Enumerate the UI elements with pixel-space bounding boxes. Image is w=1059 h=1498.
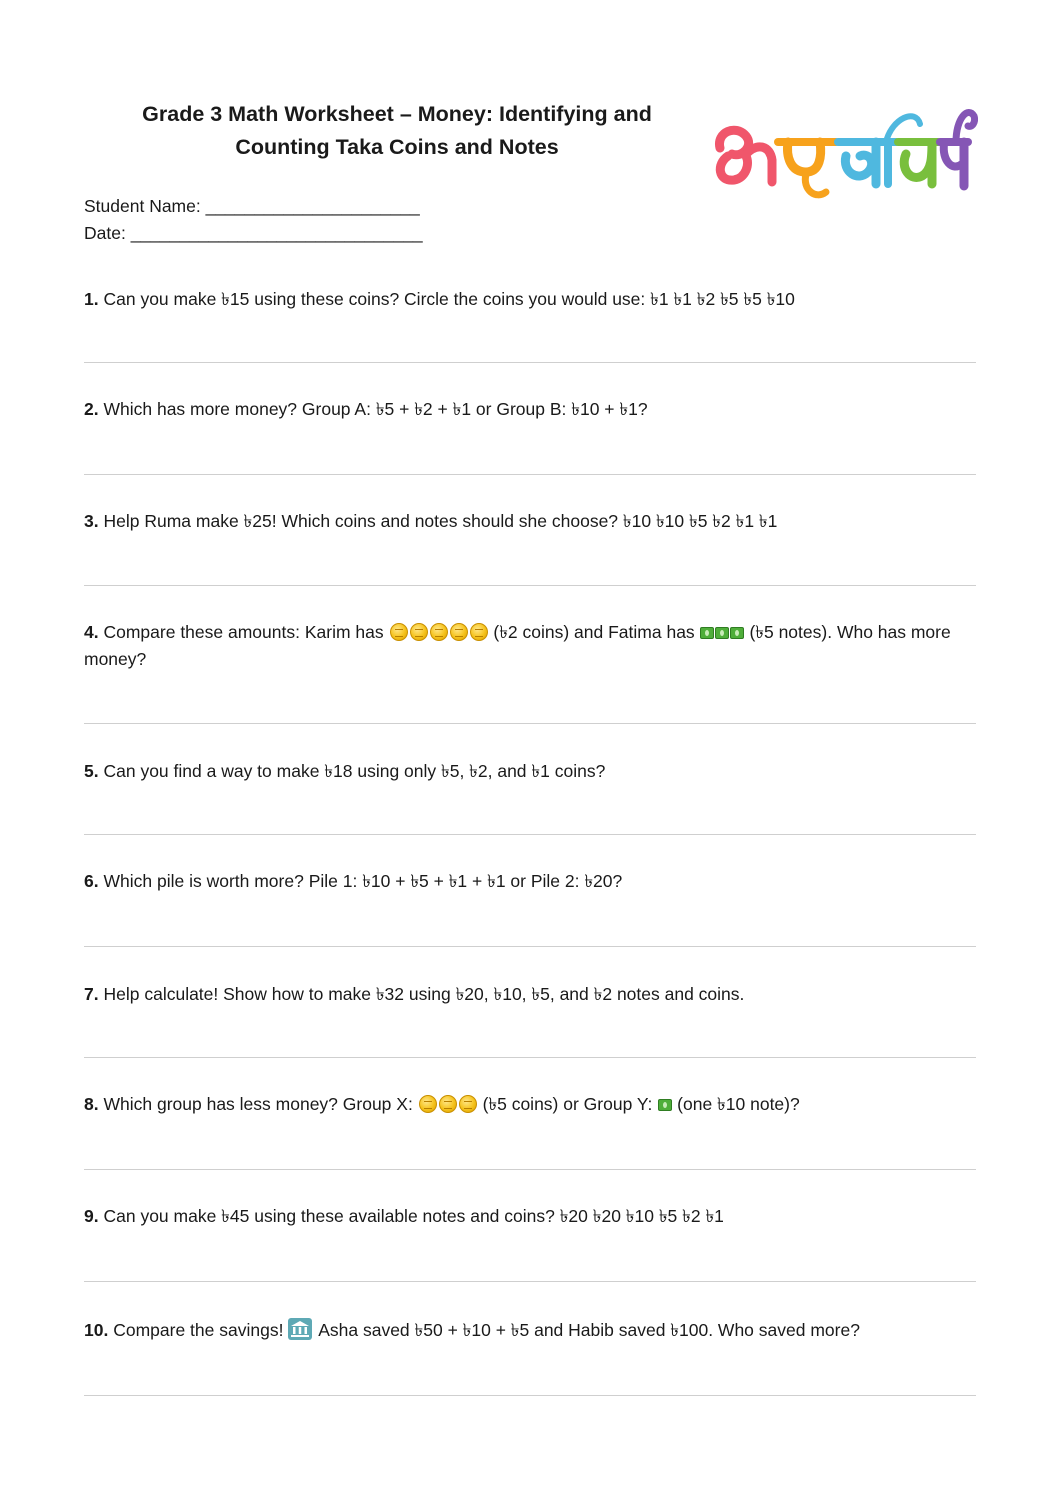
question-number: 1. bbox=[84, 289, 99, 309]
student-name-field[interactable]: Student Name: ______________________ bbox=[84, 196, 420, 216]
question-text: Which has more money? Group A: ৳5 + ৳2 + ৳1 or Group B: ৳10 + ৳1? bbox=[103, 399, 648, 419]
question-number: 4. bbox=[84, 622, 99, 642]
coin-icon bbox=[470, 623, 488, 641]
question-text: Can you find a way to make ৳18 using only ৳5, ৳2, and ৳1 coins? bbox=[103, 761, 606, 781]
question-text: Can you make ৳45 using these available notes and coins? ৳20 ৳20 ৳10 ৳5 ৳2 ৳1 bbox=[103, 1206, 724, 1226]
banknote-icon bbox=[715, 627, 729, 639]
coin-icon bbox=[459, 1095, 477, 1113]
question-text-part-b: Asha saved ৳50 + ৳10 + ৳5 and Habib saved ৳100. Who saved more? bbox=[318, 1320, 860, 1340]
answer-line-1[interactable] bbox=[84, 362, 976, 363]
coin-icon bbox=[410, 623, 428, 641]
answer-line-8[interactable] bbox=[84, 1169, 976, 1170]
question-number: 9. bbox=[84, 1206, 99, 1226]
date-field[interactable]: Date: ______________________________ bbox=[84, 223, 423, 243]
coin-icon bbox=[439, 1095, 457, 1113]
question-8 bbox=[84, 1091, 976, 1118]
banknote-icon bbox=[700, 627, 714, 639]
answer-line-6[interactable] bbox=[84, 946, 976, 947]
question-5 bbox=[84, 758, 976, 785]
coin-icon bbox=[390, 623, 408, 641]
question-text-part-b: (৳2 coins) and Fatima has bbox=[493, 622, 695, 642]
question-text-part-a: Compare these amounts: Karim has bbox=[103, 622, 384, 642]
answer-line-10[interactable] bbox=[84, 1395, 976, 1396]
question-10 bbox=[84, 1317, 976, 1344]
question-text: Can you make ৳15 using these coins? Circle the coins you would use: ৳1 ৳1 ৳2 ৳5 ৳5 ৳10 bbox=[103, 289, 795, 309]
answer-line-7[interactable] bbox=[84, 1057, 976, 1058]
question-number: 10. bbox=[84, 1320, 109, 1340]
coin-icon bbox=[450, 623, 468, 641]
question-number: 2. bbox=[84, 399, 99, 419]
question-9 bbox=[84, 1203, 976, 1230]
question-text-part-c: (one ৳10 note)? bbox=[677, 1094, 800, 1114]
question-number: 3. bbox=[84, 511, 99, 531]
bank-icon bbox=[288, 1318, 312, 1340]
question-text-part-a: Compare the savings! bbox=[113, 1320, 284, 1340]
title-line-2: Counting Taka Coins and Notes bbox=[235, 135, 559, 159]
question-text: Help calculate! Show how to make ৳32 using ৳20, ৳10, ৳5, and ৳2 notes and coins. bbox=[103, 984, 745, 1004]
question-number: 5. bbox=[84, 761, 99, 781]
banknote-icon bbox=[730, 627, 744, 639]
coin-icon bbox=[419, 1095, 437, 1113]
question-6 bbox=[84, 868, 976, 895]
question-number: 7. bbox=[84, 984, 99, 1004]
title-line-1: Grade 3 Math Worksheet – Money: Identifying and bbox=[142, 102, 652, 126]
worksheet-title bbox=[84, 98, 710, 164]
answer-line-9[interactable] bbox=[84, 1281, 976, 1282]
question-text: Which pile is worth more? Pile 1: ৳10 + ৳5 + ৳1 + ৳1 or Pile 2: ৳20? bbox=[103, 871, 623, 891]
question-text-part-c: (৳5 notes). Who has more money? bbox=[84, 622, 951, 669]
answer-line-3[interactable] bbox=[84, 585, 976, 586]
question-text-part-b: (৳5 coins) or Group Y: bbox=[482, 1094, 653, 1114]
answer-line-4[interactable] bbox=[84, 723, 976, 724]
anushiloni-logo bbox=[706, 98, 978, 208]
question-text: Help Ruma make ৳25! Which coins and notes should she choose? ৳10 ৳10 ৳5 ৳2 ৳1 ৳1 bbox=[103, 511, 778, 531]
question-text-part-a: Which group has less money? Group X: bbox=[103, 1094, 413, 1114]
answer-line-5[interactable] bbox=[84, 834, 976, 835]
coin-icon bbox=[430, 623, 448, 641]
banknote-icon bbox=[658, 1099, 672, 1111]
question-number: 8. bbox=[84, 1094, 99, 1114]
answer-line-2[interactable] bbox=[84, 474, 976, 475]
question-2 bbox=[84, 396, 976, 423]
question-3 bbox=[84, 508, 976, 535]
question-7 bbox=[84, 981, 976, 1008]
question-1 bbox=[84, 286, 976, 313]
question-4 bbox=[84, 619, 976, 673]
question-number: 6. bbox=[84, 871, 99, 891]
